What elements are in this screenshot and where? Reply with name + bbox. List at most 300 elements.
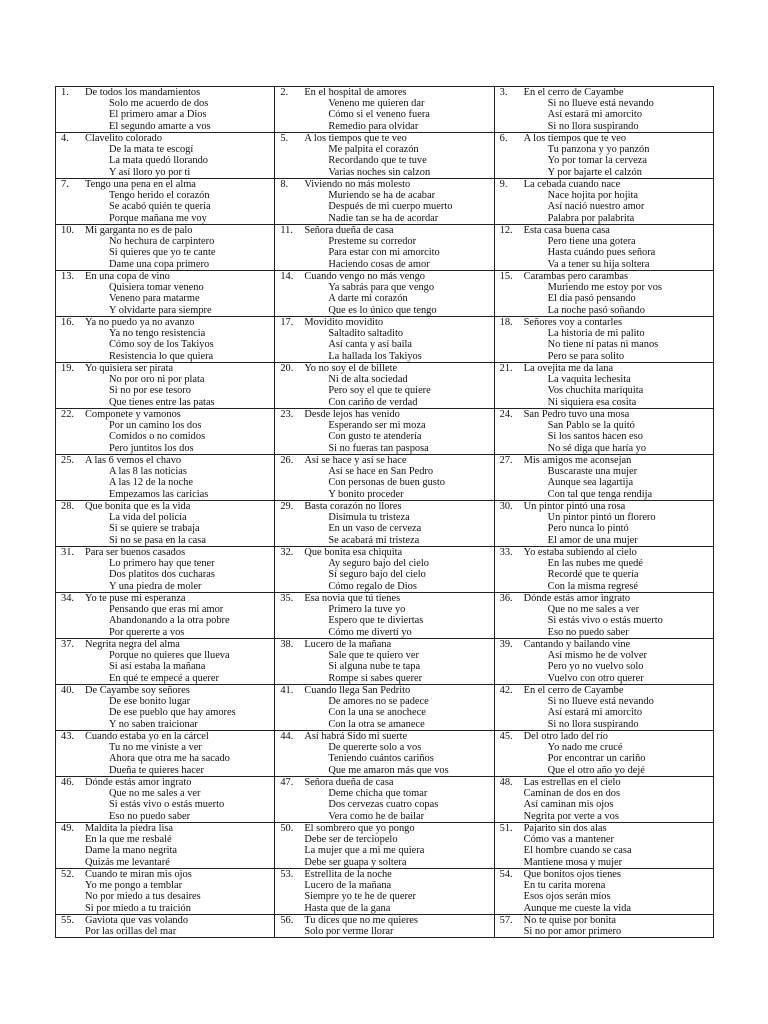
stanza-number: 35.: [280, 593, 294, 604]
stanza-number: 10.: [61, 225, 74, 236]
verse-line: Sí seguro bajo del cielo: [328, 569, 426, 581]
stanza-number: 43.: [61, 731, 74, 742]
verse-line: Ni siquiera esa cosita: [547, 396, 637, 408]
verse-text: Componete y vamonos: [85, 409, 181, 420]
verse-line: Dame la mano negrita: [85, 845, 178, 857]
verse-line: Pero soy el que te quiere: [328, 385, 431, 397]
stanza-number: 16.: [61, 317, 74, 328]
verse-line: Buscaraste una mujer: [547, 466, 638, 478]
table-row: [56, 409, 714, 455]
verse-line: Me palpita el corazón: [328, 144, 419, 156]
verse-line: La vaquita lechesita: [547, 374, 631, 386]
stanza-cell: [56, 731, 275, 777]
stanza-cell: [275, 225, 494, 271]
stanza-cell: [494, 317, 713, 363]
stanza-cell: [275, 87, 494, 133]
verse-line: Va a tener su hija soltera: [547, 258, 650, 270]
stanza-cell: [494, 179, 713, 225]
verse-text: Yo te puse mi esperanza: [85, 593, 186, 604]
verse-line: Si así estaba la mañana: [109, 661, 206, 673]
verse-line: Primero la tuve yo: [328, 604, 406, 616]
stanza-cell: [494, 869, 713, 915]
verse-line: Pero tiene una gotera: [547, 236, 636, 248]
verse-line: Esperando ser mi moza: [328, 420, 426, 432]
verse-line: Así mismo he de volver: [547, 650, 647, 662]
stanza-cell: [56, 317, 275, 363]
verse-line: Comidos o no comidos: [109, 431, 206, 443]
stanza-cell: [275, 639, 494, 685]
verse-text: Clavelito colorado: [85, 133, 163, 144]
verse-line: Debe ser de terciopelo: [304, 834, 398, 846]
verse-line: Que no me sales a ver: [547, 604, 640, 616]
coplas-table-body: [56, 87, 714, 938]
stanza-first-line: [500, 731, 713, 742]
verse-line: Solo por verme llorar: [304, 926, 394, 938]
stanza-first-line: [500, 363, 713, 374]
stanza-first-line: [280, 271, 493, 282]
verse-text: Negrita negra del alma: [85, 639, 180, 650]
verse-line: Que me amaron más que vos: [328, 764, 449, 776]
verse-line: Se acabará mi tristeza: [328, 534, 420, 546]
verse-line: Si no llueve está nevando: [547, 696, 654, 708]
stanza-cell: [56, 133, 275, 179]
stanza-first-line: [280, 547, 493, 558]
stanza-number: 37.: [61, 639, 74, 650]
stanza-cell: [494, 225, 713, 271]
verse-text: Maldita la piedra lisa: [85, 823, 174, 834]
verse-line: Dueña te quieres hacer: [109, 764, 204, 776]
verse-text: Desde lejos has venido: [304, 409, 400, 420]
verse-text: En una copa de vino: [85, 271, 170, 282]
verse-line: Con tal que tenga rendija: [547, 488, 653, 500]
table-row: [56, 823, 714, 869]
stanza-cell: [494, 409, 713, 455]
stanza-number: 13.: [61, 271, 74, 282]
verse-line: Que no me sales a ver: [109, 788, 201, 800]
stanza-first-line: [500, 685, 713, 696]
verse-line: El día pasó pensando: [547, 293, 636, 305]
verse-text: Señora dueña de casa: [304, 225, 394, 236]
verse-line: Mantiene mosa y mujer: [523, 856, 623, 868]
verse-line: Abandonando a la otra pobre: [109, 615, 230, 627]
verse-line: La hallada los Takiyos: [328, 350, 422, 362]
stanza-number: 54.: [499, 869, 513, 880]
stanza-number: 1.: [61, 87, 69, 98]
verse-text: Carambas pero carambas: [523, 271, 629, 282]
stanza-first-line: [61, 455, 274, 466]
stanza-number: 55.: [61, 915, 74, 926]
verse-text: Yo estaba subiendo al cielo: [523, 547, 637, 558]
verse-text: Yo quisiera ser pirata: [85, 363, 174, 374]
verse-text: Cuando te miran mis ojos: [85, 869, 192, 880]
verse-line: Por encontrar un cariño: [547, 753, 646, 765]
stanza-number: 19.: [61, 363, 74, 374]
verse-text: Basta corazón no llores: [304, 501, 402, 512]
verse-line: Con cariño de verdad: [328, 396, 418, 408]
stanza-number: 27.: [499, 455, 513, 466]
verse-line: Cómo vas a mantener: [523, 834, 614, 846]
verse-line: Pero juntitos los dos: [109, 442, 194, 454]
verse-line: El primero amar a Dios: [109, 109, 207, 121]
verse-line: Espero que te diviertas: [328, 615, 424, 627]
verse-line: Cómo me divertí yo: [328, 626, 412, 638]
verse-line: Así estará mi amorcito: [547, 707, 643, 719]
stanza-number: 30.: [499, 501, 513, 512]
verse-line: Si quieres que yo te cante: [109, 247, 216, 259]
verse-line: Con personas de buen gusto: [328, 477, 445, 489]
stanza-first-line: [61, 409, 274, 420]
verse-line: Quizás me levantaré: [85, 856, 170, 868]
verse-text: No te quise por bonita: [523, 915, 616, 926]
stanza-cell: [494, 271, 713, 317]
verse-text: Del otro lado del río: [523, 731, 608, 742]
verse-line: A las 12 de la noche: [109, 477, 193, 489]
verse-line: Ni de alta sociedad: [328, 374, 408, 386]
verse-line: Sale que te quiero ver: [328, 650, 419, 662]
verse-line: Disimula tu tristeza: [328, 512, 410, 524]
verse-line: Se acabó quién te quería: [109, 201, 211, 213]
table-row: [56, 501, 714, 547]
stanza-number: 17.: [280, 317, 294, 328]
stanza-number: 4.: [61, 133, 69, 144]
verse-line: Y por bajarte el calzón: [547, 166, 642, 178]
verse-text: Mis amigos me aconsejan: [523, 455, 632, 466]
stanza-first-line: [500, 823, 713, 834]
verse-line: Saltadito saltadito: [328, 328, 404, 340]
stanza-number: 6.: [499, 133, 508, 144]
table-row: [56, 915, 714, 938]
stanza-number: 39.: [499, 639, 513, 650]
verse-line: Negrita por verte a vos: [523, 810, 619, 822]
verse-text: Tu dices que no me quieres: [304, 915, 418, 926]
verse-text: Que bonita que es la vida: [85, 501, 191, 512]
verse-text: Cuando vengo no más vengo: [304, 271, 425, 282]
stanza-cell: [494, 547, 713, 593]
verse-line: Y así lloro yo por ti: [109, 166, 191, 178]
stanza-number: 51.: [499, 823, 513, 834]
stanza-first-line: [500, 501, 713, 512]
verse-line: Si por miedo a tu traición: [85, 902, 191, 914]
stanza-cell: [56, 593, 275, 639]
verse-text: En el hospital de amores: [304, 87, 407, 98]
stanza-first-line: [500, 225, 713, 236]
verse-line: La vida del policía: [109, 512, 187, 524]
verse-line: Porque mañana me voy: [109, 212, 207, 224]
verse-line: Con gusto te atendería: [328, 431, 422, 443]
stanza-cell: [56, 179, 275, 225]
verse-line: Si no se pasa en la casa: [109, 534, 206, 546]
stanza-number: 26.: [280, 455, 294, 466]
verse-text: Un pintor pintó una rosa: [523, 501, 626, 512]
verse-line: Por las orillas del mar: [85, 926, 177, 938]
verse-line: Eso no puedo saber: [109, 810, 191, 822]
stanza-first-line: [61, 179, 274, 190]
stanza-first-line: [280, 501, 493, 512]
stanza-number: 42.: [499, 685, 513, 696]
stanza-cell: [56, 823, 275, 869]
verse-text: De todos los mandamientos: [85, 87, 201, 98]
stanza-first-line: [61, 915, 274, 926]
verse-text: Así habrá Sido mi suerte: [304, 731, 408, 742]
verse-line: Para estar con mi amorcito: [328, 247, 440, 259]
stanza-number: 47.: [280, 777, 294, 788]
verse-text: Para ser buenos casados: [85, 547, 186, 558]
stanza-cell: [56, 225, 275, 271]
stanza-number: 11.: [280, 225, 293, 236]
verse-line: Así estará mi amorcito: [547, 109, 643, 121]
verse-line: Yo nado me crucé: [547, 742, 623, 754]
stanza-number: 9.: [499, 179, 508, 190]
verse-line: Muriendo me estoy por vos: [547, 282, 662, 294]
stanza-number: 34.: [61, 593, 74, 604]
verse-line: Ya no tengo resistencia: [109, 328, 206, 340]
stanza-first-line: [280, 593, 493, 604]
verse-line: Vera como he de bailar: [328, 810, 425, 822]
verse-text: Lucero de la mañana: [304, 639, 392, 650]
verse-line: Rompe si sabes querer: [328, 672, 423, 684]
verse-line: Dos platitos dos cucharas: [109, 569, 215, 581]
verse-line: La mujer que a mi me quiera: [304, 845, 425, 857]
stanza-cell: [494, 823, 713, 869]
verse-line: Nadie tan se ha de acordar: [328, 212, 439, 224]
stanza-number: 33.: [499, 547, 513, 558]
stanza-first-line: [61, 271, 274, 282]
verse-line: Pero nunca lo pintó: [547, 523, 629, 535]
stanza-number: 48.: [499, 777, 513, 788]
stanza-cell: [494, 133, 713, 179]
verse-text: Pajarito sin dos alas: [523, 823, 607, 834]
verse-line: Así nació nuestro amor: [547, 201, 645, 213]
verse-line: Que es lo único que tengo: [328, 304, 437, 316]
verse-line: Con la misma regresé: [547, 580, 638, 592]
verse-line: Varias noches sin calzon: [328, 166, 431, 178]
stanza-cell: [494, 685, 713, 731]
verse-line: No tiene ni patas ni manos: [547, 339, 659, 351]
stanza-first-line: [280, 639, 493, 650]
stanza-first-line: [280, 823, 493, 834]
verse-line: Veneno para matarme: [109, 293, 200, 305]
stanza-first-line: [500, 317, 713, 328]
verse-line: En las nubes me quedé: [547, 558, 643, 570]
verse-line: Caminan de dos en dos: [523, 788, 621, 800]
verse-line: El hombre cuando se casa: [523, 845, 632, 857]
stanza-cell: [275, 915, 494, 938]
verse-line: Yo me pongo a temblar: [85, 880, 183, 892]
stanza-cell: [275, 271, 494, 317]
verse-line: Si estás vivo o estás muerto: [109, 799, 225, 811]
verse-line: Veneno me quieren dar: [328, 98, 425, 110]
verse-line: A darte mi corazón: [328, 293, 408, 305]
stanza-cell: [494, 639, 713, 685]
stanza-cell: [56, 501, 275, 547]
stanza-first-line: [500, 593, 713, 604]
verse-line: Lo primero hay que tener: [109, 558, 215, 570]
stanza-cell: [275, 869, 494, 915]
verse-line: Si se quiere se trabaja: [109, 523, 200, 535]
stanza-number: 46.: [61, 777, 74, 788]
stanza-number: 23.: [280, 409, 294, 420]
verse-line: De ese bonito lugar: [109, 696, 191, 708]
verse-text: La cebada cuando nace: [523, 179, 621, 190]
stanza-first-line: [500, 271, 713, 282]
verse-line: Pero yo no vuelvo solo: [547, 661, 644, 673]
stanza-first-line: [500, 133, 713, 144]
stanza-number: 28.: [61, 501, 74, 512]
verse-line: Por un camino los dos: [109, 420, 202, 432]
verse-line: San Pablo se la quitó: [547, 420, 635, 432]
stanza-cell: [56, 409, 275, 455]
verse-line: En la que me resbalé: [85, 834, 172, 846]
stanza-cell: [275, 455, 494, 501]
verse-line: Pero se para solito: [547, 350, 625, 362]
stanza-first-line: [500, 179, 713, 190]
verse-line: Solo me acuerdo de dos: [109, 98, 209, 110]
table-row: [56, 547, 714, 593]
verse-line: Recordando que te tuve: [328, 155, 427, 167]
verse-line: Después de mi cuerpo muerto: [328, 201, 453, 213]
stanza-number: 24.: [499, 409, 513, 420]
verse-text: Gaviota que vas volando: [85, 915, 189, 926]
verse-line: Resistencia lo que quiera: [109, 350, 214, 362]
stanza-first-line: [61, 593, 274, 604]
table-row: [56, 685, 714, 731]
verse-line: Un pintor pintó un florero: [547, 512, 656, 524]
stanza-cell: [494, 87, 713, 133]
stanza-number: 31.: [61, 547, 74, 558]
stanza-number: 25.: [61, 455, 74, 466]
table-row: [56, 133, 714, 179]
verse-line: Aunque me cueste la vida: [523, 902, 631, 914]
verse-text: Esta casa buena casa: [523, 225, 610, 236]
verse-line: Si no fueras tan pasposa: [328, 442, 429, 454]
stanza-number: 2.: [280, 87, 289, 98]
stanza-number: 8.: [280, 179, 289, 190]
stanza-cell: [494, 501, 713, 547]
stanza-number: 22.: [61, 409, 74, 420]
stanza-first-line: [61, 363, 274, 374]
verse-line: Recordé que te quería: [547, 569, 639, 581]
verse-line: Pensando que eras mi amor: [109, 604, 224, 616]
verse-line: A las 8 las noticias: [109, 466, 187, 478]
verse-text: Así se hace y así se hace: [304, 455, 407, 466]
stanza-number: 38.: [280, 639, 294, 650]
verse-text: A las 6 vemos el chavo: [85, 455, 182, 466]
verse-text: Que bonita esa chiquita: [304, 547, 403, 558]
verse-line: Con la otra se amanece: [328, 718, 425, 730]
table-row: [56, 271, 714, 317]
verse-line: Tu no me viniste a ver: [109, 742, 202, 754]
stanza-first-line: [280, 363, 493, 374]
stanza-number: 44.: [280, 731, 294, 742]
stanza-number: 15.: [499, 271, 513, 282]
stanza-first-line: [280, 225, 493, 236]
verse-text: A los tiempos que te veo: [523, 133, 627, 144]
verse-text: De Cayambe soy señores: [85, 685, 190, 696]
verse-line: Hasta que de la gana: [304, 902, 391, 914]
stanza-number: 36.: [499, 593, 513, 604]
verse-line: No por oro ni por plata: [109, 374, 205, 386]
stanza-cell: [275, 731, 494, 777]
stanza-first-line: [61, 133, 274, 144]
stanza-number: 32.: [280, 547, 294, 558]
verse-line: Aunque sea lagartija: [547, 477, 634, 489]
verse-line: Siempre yo te he de querer: [304, 891, 416, 903]
verse-line: Si no por ese tesoro: [109, 385, 191, 397]
stanza-number: 18.: [499, 317, 513, 328]
verse-line: Si no llora suspirando: [547, 718, 639, 730]
table-row: [56, 363, 714, 409]
verse-line: Si no llora suspirando: [547, 120, 639, 132]
stanza-first-line: [61, 777, 274, 788]
verse-line: Así se hace en San Pedro: [328, 466, 434, 478]
stanza-cell: [56, 455, 275, 501]
verse-line: Cómo si el veneno fuera: [328, 109, 430, 121]
stanza-first-line: [500, 455, 713, 466]
stanza-cell: [56, 363, 275, 409]
stanza-number: 45.: [499, 731, 513, 742]
stanza-cell: [56, 547, 275, 593]
verse-line: Si alguna nube te tapa: [328, 661, 421, 673]
verse-text: Viviendo no más molesto: [304, 179, 411, 190]
verse-text: La ovejita me da lana: [523, 363, 614, 374]
stanza-number: 49.: [61, 823, 74, 834]
verse-line: Así canta y así baila: [328, 339, 413, 351]
stanza-first-line: [500, 409, 713, 420]
stanza-first-line: [500, 869, 713, 880]
verse-text: Movidito movidito: [304, 317, 384, 328]
verse-line: Deme chicha que tomar: [328, 788, 428, 800]
verse-line: Esos ojos serán míos: [523, 891, 611, 903]
verse-line: El amor de una mujer: [547, 534, 638, 546]
stanza-number: 3.: [499, 87, 508, 98]
stanza-first-line: [280, 869, 493, 880]
stanza-first-line: [61, 225, 274, 236]
verse-line: Yo por tomar la cerveza: [547, 155, 648, 167]
table-row: [56, 455, 714, 501]
table-row: [56, 731, 714, 777]
table-row: [56, 869, 714, 915]
verse-line: Que el otro año yo dejé: [547, 764, 645, 776]
verse-text: Señora dueña de casa: [304, 777, 394, 788]
verse-line: Cómo regalo de Dios: [328, 580, 417, 592]
stanza-number: 56.: [280, 915, 294, 926]
stanza-cell: [275, 777, 494, 823]
stanza-first-line: [61, 501, 274, 512]
verse-line: Ahora que otra me ha sacado: [109, 753, 230, 765]
verse-line: En un vaso de cerveza: [328, 523, 422, 535]
verse-text: Dónde estás amor ingrato: [523, 593, 631, 604]
stanza-first-line: [280, 317, 493, 328]
verse-line: Si estás vivo o estás muerto: [547, 615, 663, 627]
verse-line: Porque no quieres que llueva: [109, 650, 230, 662]
stanza-cell: [494, 455, 713, 501]
stanza-number: 21.: [499, 363, 513, 374]
stanza-first-line: [61, 547, 274, 558]
verse-text: Cantando y bailando vine: [523, 639, 631, 650]
stanza-first-line: [280, 731, 493, 742]
stanza-first-line: [280, 409, 493, 420]
verse-line: De la mata te escogí: [109, 144, 194, 156]
stanza-cell: [275, 547, 494, 593]
stanza-first-line: [61, 823, 274, 834]
verse-line: Palabra por palabrita: [547, 212, 635, 224]
verse-text: En el cerro de Cayambe: [523, 685, 624, 696]
verse-text: Dónde estás amor ingrato: [85, 777, 192, 788]
verse-line: No por miedo a tus desaires: [85, 891, 201, 903]
verse-text: Estrellita de la noche: [304, 869, 392, 880]
stanza-first-line: [61, 869, 274, 880]
verse-line: Y no saben traicionar: [109, 718, 198, 730]
